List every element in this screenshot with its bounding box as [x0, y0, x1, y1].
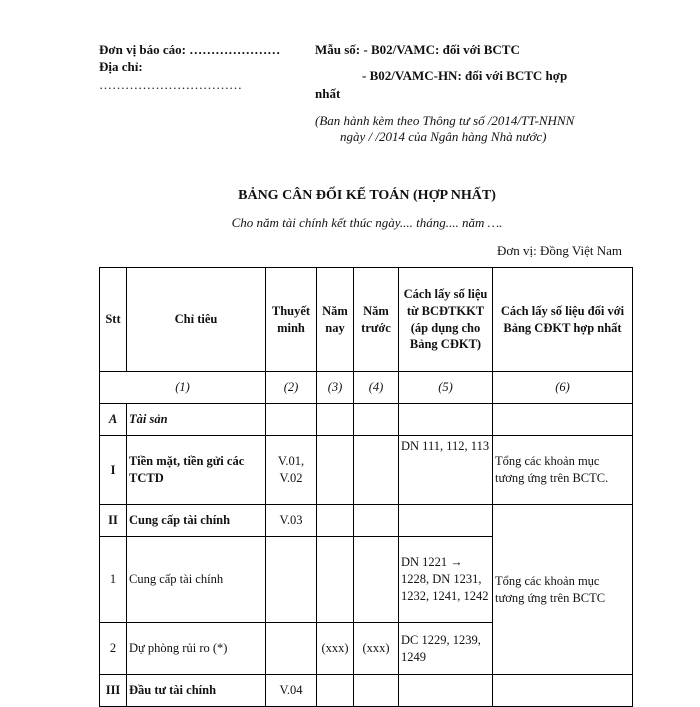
address-label: Địa chỉ:	[99, 59, 143, 74]
header-note: Thuyết minh	[266, 268, 317, 372]
row-stt: I	[100, 436, 127, 505]
table-header-row	[100, 268, 633, 372]
row-note: V.01, V.02	[266, 436, 317, 505]
header-item: Chỉ tiêu	[127, 268, 266, 372]
header-this-year: Năm nay	[317, 268, 354, 372]
form-label: Mẫu số:	[315, 42, 361, 57]
row-label: Cung cấp tài chính	[127, 537, 266, 623]
row-stt: 1	[100, 537, 127, 623]
header-consolidated: Cách lấy số liệu đối với Bảng CĐKT hợp nhất	[493, 268, 633, 372]
header-stt: Stt	[100, 268, 127, 372]
row-stt: A	[100, 404, 127, 436]
row-stt: II	[100, 505, 127, 537]
table-row	[100, 436, 633, 505]
row-source: DN 111, 112, 113	[399, 436, 493, 505]
form-line-1: - B02/VAMC: đối với BCTC	[360, 42, 520, 57]
table-row	[100, 404, 633, 436]
currency-unit: Đơn vị: Đồng Việt Nam	[497, 243, 623, 258]
column-number-row	[100, 372, 633, 404]
col-number-2: (2)	[266, 372, 317, 404]
col-number-4: (4)	[354, 372, 399, 404]
row-stt: 2	[100, 623, 127, 675]
row-consolidated: Tổng các khoản mục tương ứng trên BCTC.	[493, 436, 633, 505]
row-stt: III	[100, 675, 127, 707]
table-row	[100, 505, 633, 537]
row-source: DN 1221 → 1228, DN 1231, 1232, 1241, 1242	[399, 537, 493, 623]
row-label: Tài sản	[127, 404, 266, 436]
form-line-3: nhất	[315, 86, 341, 101]
row-this-year: (xxx)	[317, 623, 354, 675]
row-label: Dự phòng rủi ro (*)	[127, 623, 266, 675]
row-source: DC 1229, 1239, 1249	[399, 623, 493, 675]
col-number-6: (6)	[493, 372, 633, 404]
issued-line-2: ngày / /2014 của Ngân hàng Nhà nước)	[340, 129, 547, 144]
col-number-5: (5)	[399, 372, 493, 404]
reporting-unit: Đơn vị báo cáo: …………………	[99, 42, 281, 57]
issued-line-1: (Ban hành kèm theo Thông tư số /2014/TT-NHNN	[315, 113, 575, 128]
table-row	[100, 675, 633, 707]
col-number-3: (3)	[317, 372, 354, 404]
document-title: BẢNG CÂN ĐỐI KẾ TOÁN (HỢP NHẤT)	[238, 188, 496, 203]
balance-sheet-table	[99, 267, 633, 707]
row-label: Cung cấp tài chính	[127, 505, 266, 537]
header-last-year: Năm trước	[354, 268, 399, 372]
row-last-year: (xxx)	[354, 623, 399, 675]
row-note: V.04	[266, 675, 317, 707]
row-label: Tiền mặt, tiền gửi các TCTD	[127, 436, 266, 505]
header-source: Cách lấy số liệu từ BCĐTKKT (áp dụng cho Bảng CĐKT)	[399, 268, 493, 372]
row-label: Đầu tư tài chính	[127, 675, 266, 707]
form-line-2: - B02/VAMC-HN: đối với BCTC hợp	[362, 68, 568, 83]
row-note: V.03	[266, 505, 317, 537]
col-number-1: (1)	[100, 372, 266, 404]
address-dots: ……………………………	[99, 77, 242, 92]
row-consolidated: Tổng các khoản mục tương ứng trên BCTC	[493, 505, 633, 675]
document-subtitle: Cho năm tài chính kết thúc ngày.... tháng.... năm ….	[231, 215, 503, 230]
form-number	[315, 42, 520, 58]
